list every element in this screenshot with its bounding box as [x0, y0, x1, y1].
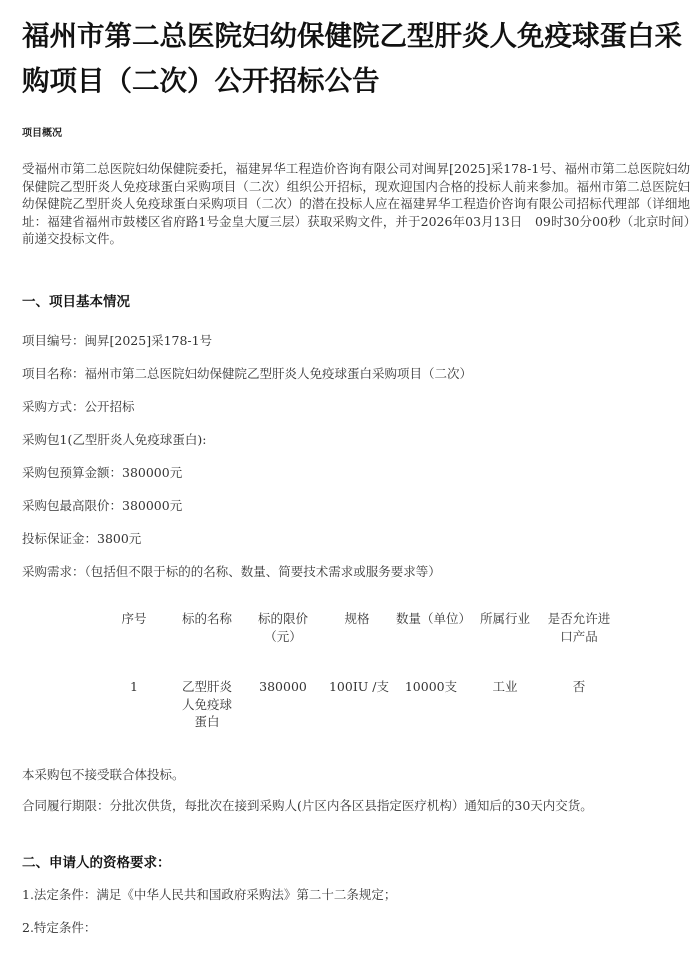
page-title: 福州市第二总医院妇幼保健院乙型肝炎人免疫球蛋白采购项目（二次）公开招标公告	[22, 20, 682, 97]
overview-label: 项目概况	[22, 128, 62, 139]
table-cell: 10000支	[404, 679, 458, 694]
table-cell: 1	[130, 679, 138, 694]
project-number: 项目编号：闽昇[2025]采178-1号	[22, 333, 213, 348]
table-header-cell: 所属行业	[479, 611, 530, 626]
qualification-item-2: 2.特定条件：	[22, 920, 97, 935]
procurement-method: 采购方式：公开招标	[22, 399, 135, 414]
table-header-cell: 是否允许进口产品	[547, 611, 611, 644]
table-cell: 380000	[259, 679, 307, 694]
package-max-price: 采购包最高限价：380000元	[22, 498, 183, 513]
table-cell: 否	[572, 679, 586, 694]
contract-period: 合同履行期限：分批次供货，每批次在接到采购人(片区内各区县指定医疗机构）通知后的30天内交货。	[22, 798, 593, 813]
no-consortium-note: 本采购包不接受联合体投标。	[22, 767, 185, 782]
table-header-cell: 数量（单位）	[396, 611, 472, 626]
package-budget: 采购包预算金额：380000元	[22, 465, 183, 480]
table-cell: 乙型肝炎人免疫球蛋白	[181, 679, 232, 729]
bid-deposit: 投标保证金：3800元	[22, 531, 142, 546]
table-cell: 100IU /支	[328, 679, 390, 694]
table-header-cell: 标的名称	[181, 611, 232, 626]
section1-heading: 一、项目基本情况	[22, 294, 130, 310]
overview-paragraph: 受福州市第二总医院妇幼保健院委托，福建昇华工程造价咨询有限公司对闽昇[2025]采178-1号、福州市第二总医院妇幼保健院乙型肝炎人免疫球蛋白采购项目（二次）组织公开招标，现欢迎国内合格的投标人前来参加。福州市第二总医院妇幼保健院乙型肝炎人免疫球蛋白采购项目（二次）的潜在投标人应在福建昇华工程造价咨询有限公司招标代理部（详细地址：福建省福州市鼓楼区省府路1号金皇大厦三层）获取采购文件，并于2026年03月13日 09时30分00秒（北京时间）前递交投标文件。	[22, 161, 690, 246]
qualification-item-1: 1.法定条件：满足《中华人民共和国政府采购法》第二十二条规定；	[22, 887, 397, 902]
procurement-requirements: 采购需求：（包括但不限于标的的名称、数量、简要技术需求或服务要求等）	[22, 564, 441, 579]
project-name: 项目名称：福州市第二总医院妇幼保健院乙型肝炎人免疫球蛋白采购项目（二次）	[22, 366, 473, 381]
procurement-package: 采购包1(乙型肝炎人免疫球蛋白):	[22, 432, 207, 447]
table-header-cell: 序号	[121, 611, 147, 626]
table-header-cell: 标的限价（元）	[257, 611, 308, 644]
section2-heading: 二、申请人的资格要求：	[22, 855, 171, 871]
table-header-cell: 规格	[344, 611, 370, 626]
table-cell: 工业	[492, 679, 518, 694]
